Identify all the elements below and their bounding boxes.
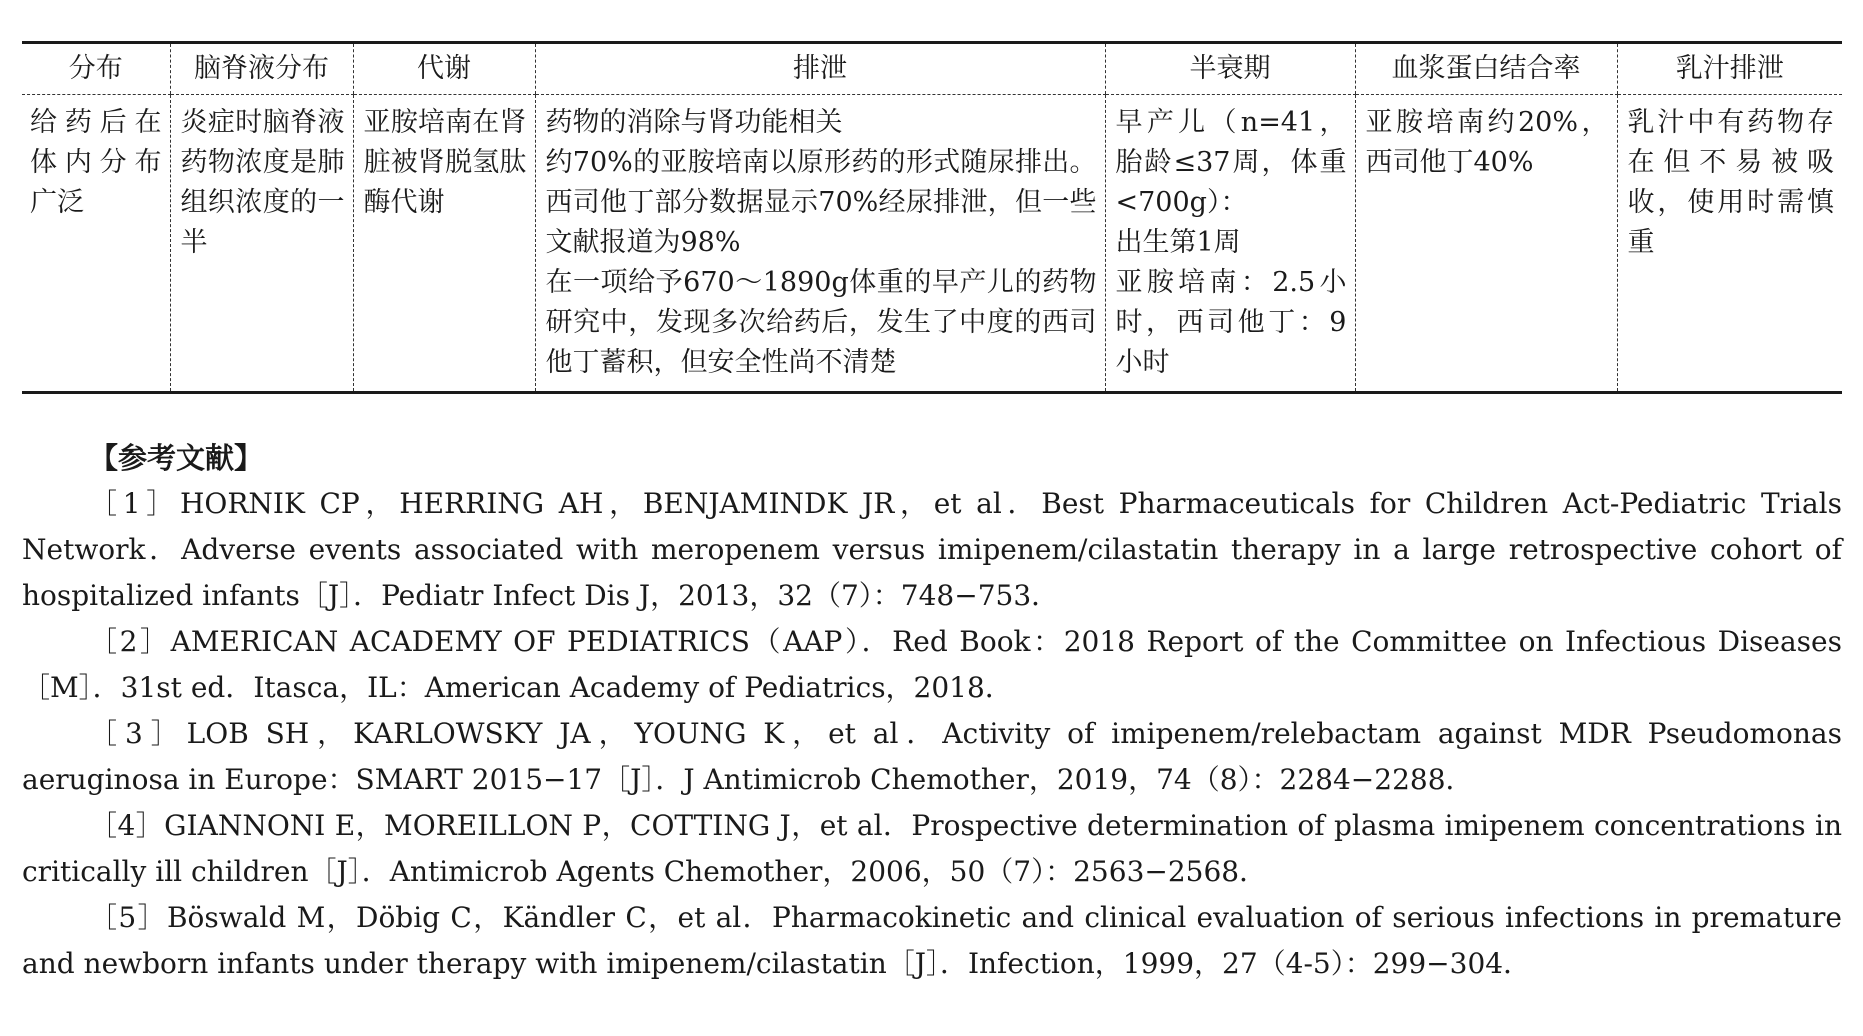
references-title: 【参考文献】 (89, 441, 264, 475)
references-section (22, 435, 1842, 987)
header-half-life: 半衰期 (1105, 43, 1355, 95)
excretion-line-2: 约70%的亚胺培南以原形药的形式随尿排出。西司他丁部分数据显示70%经尿排泄，但一些文献报道为98% (545, 147, 1097, 258)
header-metabolism: 代谢 (353, 43, 535, 95)
header-csf-distribution: 脑脊液分布 (170, 43, 353, 95)
cell-milk-excretion: 乳汁中有药物存在但不易被吸收，使用时需慎重 (1617, 95, 1842, 393)
half-life-line-2: 出生第1周 (1115, 227, 1241, 258)
header-protein-binding: 血浆蛋白结合率 (1355, 43, 1617, 95)
cell-excretion (535, 95, 1105, 393)
reference-item-2: ［2］AMERICAN ACADEMY OF PEDIATRICS（AAP）．Red Book：2018 Report of the Committee on Infectious Diseases［M］．31st ed．Itasca，IL：American Academy of Pediatrics，2018． (22, 625, 1842, 704)
header-milk-excretion: 乳汁排泄 (1617, 43, 1842, 95)
cell-half-life (1105, 95, 1355, 393)
excretion-line-3: 在一项给予670～1890g体重的早产儿的药物研究中，发现多次给药后，发生了中度的西司他丁蓄积，但安全性尚不清楚 (545, 267, 1097, 378)
half-life-line-1: 早产儿（n=41，胎龄≤37周，体重<700g）： (1115, 107, 1347, 218)
cell-distribution: 给药后在体内分布广泛 (30, 107, 162, 218)
half-life-line-3: 亚胺培南：2.5小时，西司他丁：9小时 (1115, 267, 1347, 378)
cell-protein-binding: 亚胺培南约20%，西司他丁40% (1355, 95, 1617, 393)
reference-item-3: ［3］LOB SH，KARLOWSKY JA，YOUNG K，et al．Activity of imipenem/relebactam against MDR Pseudomonas aeruginosa in Europe：SMART 2015−17［J］．J Antimicrob Chemother，2019，74（8）：2284−2288． (22, 717, 1842, 796)
table-row (22, 95, 1842, 393)
pharmacokinetics-table (22, 41, 1842, 394)
header-excretion: 排泄 (535, 43, 1105, 95)
reference-item-1: ［1］HORNIK CP，HERRING AH，BENJAMINDK JR，et al．Best Pharmaceuticals for Children Act-Pediatric Trials Network．Adverse events associated with meropenem versus imipenem/cilastatin therapy in a large retrospective cohort of hospitalized infants［J］．Pediatr Infect Dis J，2013，32（7）：748−753． (22, 487, 1842, 612)
cell-csf-distribution: 炎症时脑脊液药物浓度是肺组织浓度的一半 (170, 95, 353, 393)
reference-item-4: ［4］GIANNONI E，MOREILLON P，COTTING J，et al．Prospective determination of plasma imipenem concentrations in critically ill children［J］．Antimicrob Agents Chemother，2006，50（7）：2563−2568． (22, 809, 1842, 888)
excretion-line-1: 药物的消除与肾功能相关 (545, 107, 843, 138)
cell-metabolism: 亚胺培南在肾脏被肾脱氢肽酶代谢 (353, 95, 535, 393)
header-distribution: 分布 (22, 43, 170, 95)
reference-item-5: ［5］Böswald M，Döbig C，Kändler C，et al．Pharmacokinetic and clinical evaluation of serious infections in premature and newborn infants under therapy with imipenem/cilastatin［J］．Infection，1999，27（4-5）：299−304． (22, 901, 1842, 980)
table-header-row (22, 43, 1842, 95)
